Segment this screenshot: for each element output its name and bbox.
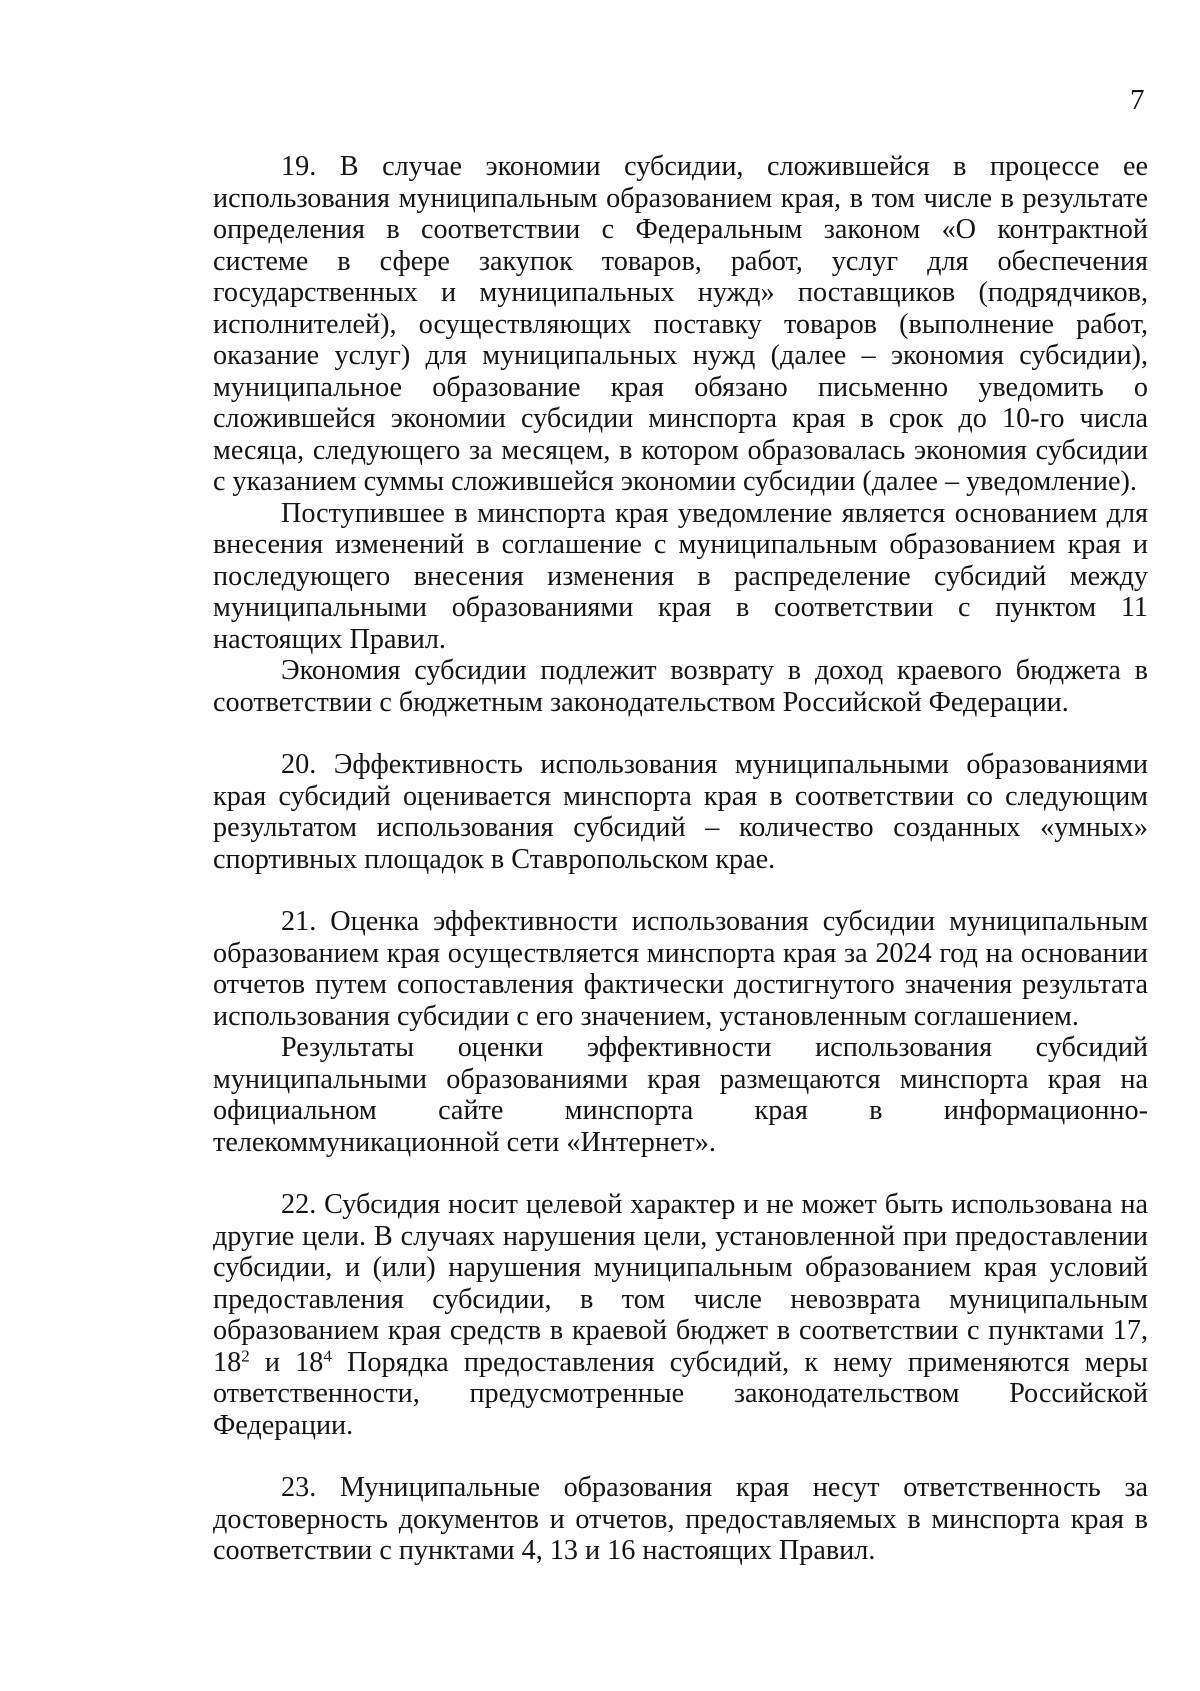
paragraph-19-return: Экономия субсидии подлежит возврату в доход краевого бюджета в соответствии с бюджетным законодательством Российской Федерации. (213, 655, 1148, 718)
paragraph-22-text-start: 22. Субсидия носит целевой характер и не может быть использована на другие цели. В случаях нарушения цели, установленной при предоставлении субсидии, и (или) нарушения муниципальным образованием края условий предоставления субсидии, в том числе невозврата муниципальным образованием края средств в краевой бюджет в соответствии с пунктами 17, 18 (213, 1189, 1148, 1378)
paragraph-22-text-end: Порядка предоставления субсидий, к нему применяются меры ответственности, предусмотренные законодательством Российской Федерации. (213, 1346, 1148, 1441)
document-body (213, 151, 1148, 1567)
paragraph-19: 19. В случае экономии субсидии, сложившейся в процессе ее использования муниципальным образованием края, в том числе в результате определения в соответствии с Федеральным законом «О контрактной системе в сфере закупок товаров, работ, услуг для обеспечения государственных и муниципальных нужд» поставщиков (подрядчиков, исполнителей), осуществляющих поставку товаров (выполнение работ, оказание услуг) для муниципальных нужд (далее – экономия субсидии), муниципальное образование края обязано письменно уведомить о сложившейся экономии субсидии минспорта края в срок до 10-го числа месяца, следующего за месяцем, в котором образовалась экономия субсидии с указанием суммы сложившейся экономии субсидии (далее – уведомление). (213, 151, 1148, 497)
paragraph-22-text-mid: и 18 (249, 1346, 324, 1378)
paragraph-21-results: Результаты оценки эффективности использования субсидий муниципальными образованиями края размещаются минспорта края на официальном сайте минспорта края в информационно-телекоммуникационной сети «Интернет». (213, 1032, 1148, 1158)
paragraph-19-notice: Поступившее в минспорта края уведомление является основанием для внесения изменений в соглашение с муниципальным образованием края и последующего внесения изменения в распределение субсидий между муниципальными образованиями края в соответствии с пунктом 11 настоящих Правил. (213, 497, 1148, 655)
superscript-2: 2 (241, 1346, 250, 1366)
paragraph-22 (213, 1189, 1148, 1441)
page-number: 7 (1130, 84, 1145, 116)
paragraph-20: 20. Эффективность использования муниципальными образованиями края субсидий оценивается минспорта края в соответствии со следующим результатом использования субсидий – количество созданных «умных» спортивных площадок в Ставропольском крае. (213, 749, 1148, 875)
paragraph-21: 21. Оценка эффективности использования субсидии муниципальным образованием края осуществляется минспорта края за 2024 год на основании отчетов путем сопоставления фактически достигнутого значения результата использования субсидии с его значением, установленным соглашением. (213, 906, 1148, 1032)
paragraph-23: 23. Муниципальные образования края несут ответственность за достоверность документов и отчетов, предоставляемых в минспорта края в соответствии с пунктами 4, 13 и 16 настоящих Правил. (213, 1472, 1148, 1566)
superscript-4: 4 (323, 1346, 332, 1366)
